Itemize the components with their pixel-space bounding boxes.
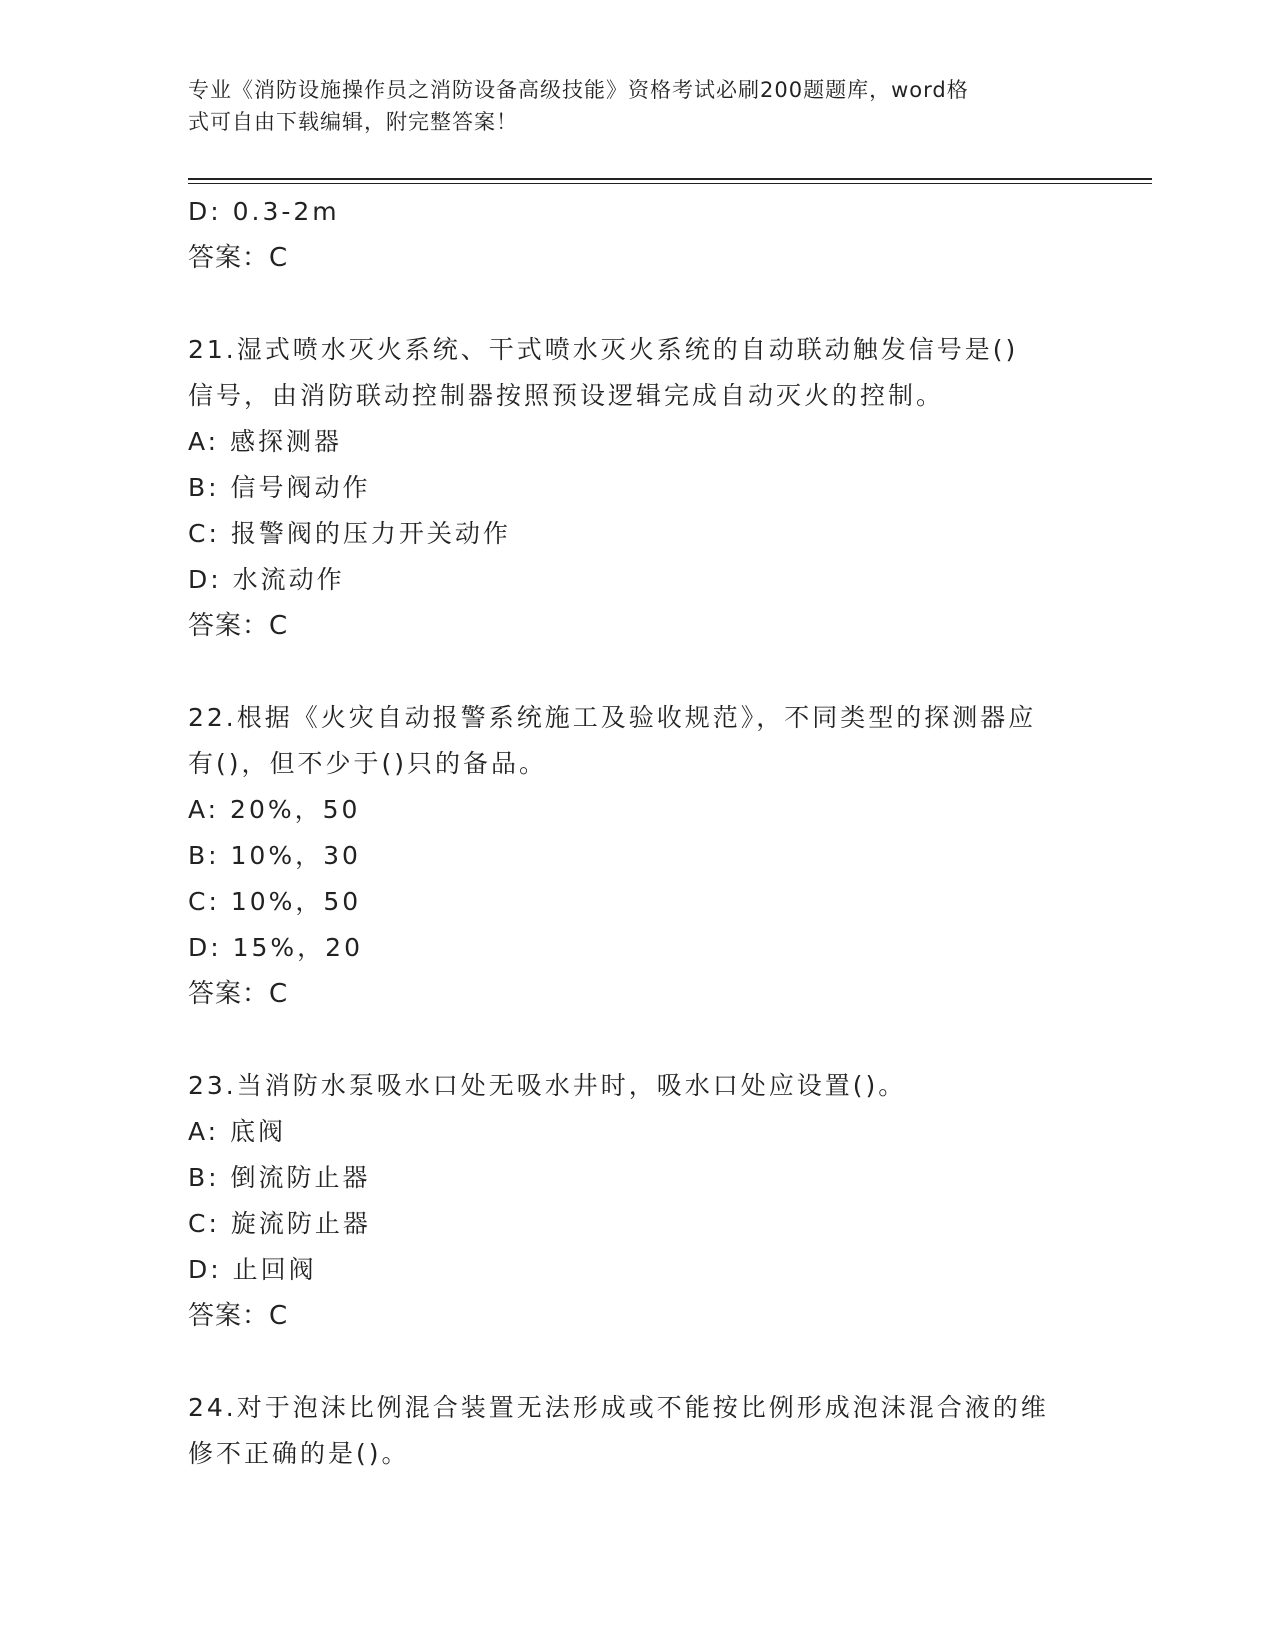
header-divider-thick: [188, 178, 1152, 180]
option-d: D: 止回阀: [188, 1255, 317, 1284]
option-b: B: 倒流防止器: [188, 1163, 371, 1192]
option-a: A: 底阀: [188, 1117, 287, 1146]
option-c: C: 旋流防止器: [188, 1209, 371, 1238]
question-stem-line: 21.湿式喷水灭火系统、干式喷水灭火系统的自动联动触发信号是(): [188, 335, 1019, 364]
question-22: [188, 695, 1088, 1017]
option-a: A: 20%，50: [188, 795, 361, 824]
question-stem-line: 23.当消防水泵吸水口处无吸水井时，吸水口处应设置()。: [188, 1071, 907, 1100]
answer-line: 答案：C: [188, 1301, 289, 1331]
question-stem-line: 有()，但不少于()只的备品。: [188, 749, 548, 778]
option-c: C: 10%，50: [188, 887, 362, 916]
option-d: D: 15%，20: [188, 933, 363, 962]
header-line-2: 式可自由下载编辑，附完整答案！: [188, 110, 518, 134]
spacer: [188, 649, 1088, 695]
spacer: [188, 1339, 1088, 1385]
question-stem-line: 24.对于泡沫比例混合装置无法形成或不能按比例形成泡沫混合液的维: [188, 1393, 1049, 1422]
question-stem-line: 22.根据《火灾自动报警系统施工及验收规范》，不同类型的探测器应: [188, 703, 1037, 732]
spacer: [188, 1017, 1088, 1063]
option-c: C: 报警阀的压力开关动作: [188, 519, 511, 548]
answer-line: 答案：C: [188, 979, 289, 1009]
question-stem-line: 修不正确的是()。: [188, 1439, 410, 1468]
previous-question-tail: [188, 189, 1088, 281]
spacer: [188, 281, 1088, 327]
option-d: D: 水流动作: [188, 565, 345, 594]
question-stem-line: 信号，由消防联动控制器按照预设逻辑完成自动灭火的控制。: [188, 381, 945, 410]
answer-line: 答案：C: [188, 611, 289, 641]
answer-line: 答案：C: [188, 243, 289, 273]
option-b: B: 10%，30: [188, 841, 361, 870]
question-24: [188, 1385, 1088, 1477]
header-line-1: 专业《消防设施操作员之消防设备高级技能》资格考试必刷200题题库，word格: [188, 78, 969, 102]
question-23: [188, 1063, 1088, 1339]
option-b: B: 信号阀动作: [188, 473, 371, 502]
option-a: A: 感探测器: [188, 427, 343, 456]
option-d: D: 0.3-2m: [188, 197, 340, 226]
header-divider-thin: [188, 183, 1152, 184]
question-21: [188, 327, 1088, 649]
question-list: [188, 189, 1088, 1477]
page-header: [188, 74, 1068, 138]
